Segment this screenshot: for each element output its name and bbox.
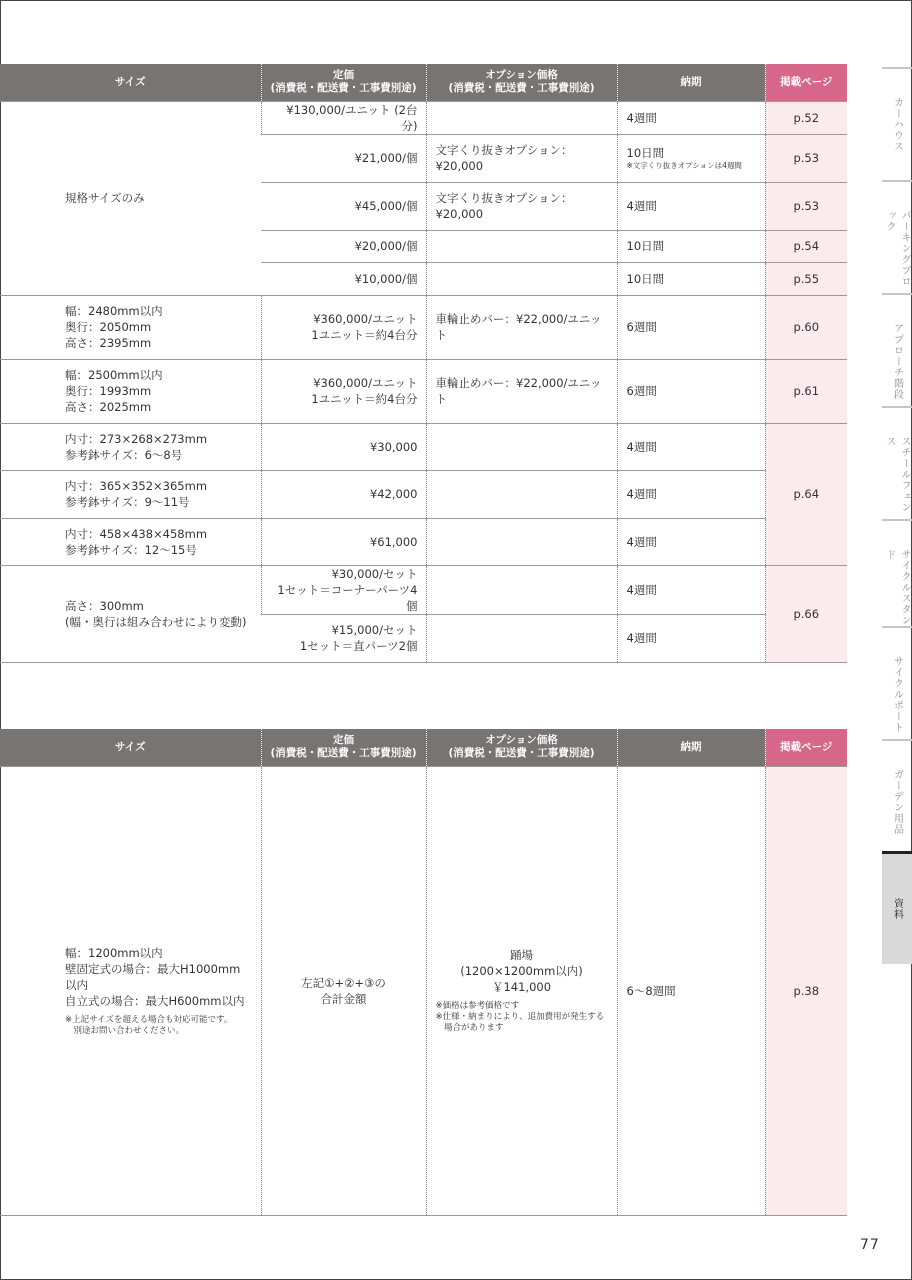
table-row — [0, 423, 847, 470]
tab-reference-active[interactable]: 資料 — [882, 851, 912, 964]
page-ref: p.38 — [765, 766, 847, 1215]
price-cell: ¥15,000/セット 1セット＝直パーツ2個 — [261, 614, 426, 662]
delivery-note: ※文字くり抜きオプションは4週間 — [626, 161, 742, 170]
price-cell: ¥10,000/個 — [261, 262, 426, 295]
option-cell — [426, 470, 617, 518]
header-size: サイズ — [0, 729, 261, 766]
header-size: サイズ — [0, 64, 261, 101]
table-row — [0, 565, 847, 614]
price-cell: ¥45,000/個 — [261, 182, 426, 230]
option-cell: 文字くり抜きオプション：¥20,000 — [426, 182, 617, 230]
category-sidebar — [882, 0, 912, 1280]
price-cell: ¥21,000/個 — [261, 134, 426, 182]
header-page: 掲載ページ — [765, 64, 847, 101]
header-page: 掲載ページ — [765, 729, 847, 766]
option-cell: 踊場 (1200×1200mm以内) ￥141,000 ※価格は参考価格です ※仕様・納まりにより、追加費用が発生する 場合があります — [426, 766, 617, 1215]
tab-steel-fence[interactable]: スチールフェンス — [882, 406, 912, 517]
option-cell: 車輪止めバー：¥22,000/ユニット — [426, 295, 617, 359]
price-cell: ¥20,000/個 — [261, 230, 426, 262]
size-cell: 内寸：458×438×458mm 参考鉢サイズ：12〜15号 — [0, 518, 261, 565]
price-cell: ¥61,000 — [261, 518, 426, 565]
tab-garden-goods[interactable]: ガーデン用品 — [882, 739, 912, 850]
delivery-cell: 10日間 — [617, 230, 765, 262]
tab-approach-stairs[interactable]: アプローチ階段 — [882, 293, 912, 404]
page-number: 77 — [860, 1237, 880, 1253]
price-table-2 — [0, 729, 847, 1216]
delivery-cell: 4週間 — [617, 614, 765, 662]
page-ref: p.55 — [765, 262, 847, 295]
size-cell: 内寸：273×268×273mm 参考鉢サイズ：6〜8号 — [0, 423, 261, 470]
delivery-cell: 4週間 — [617, 470, 765, 518]
delivery-cell: 4週間 — [617, 182, 765, 230]
tab-carhouse[interactable]: カーハウス — [882, 67, 912, 178]
table-row — [0, 295, 847, 359]
price-table-1 — [0, 64, 847, 663]
page-ref: p.66 — [765, 565, 847, 662]
tab-cycle-port[interactable]: サイクルポート — [882, 626, 912, 737]
tab-cycle-stand[interactable]: サイクルスタンド — [882, 519, 912, 630]
option-cell: 車輪止めバー：¥22,000/ユニット — [426, 359, 617, 423]
table-header — [0, 64, 847, 101]
header-price: 定価 (消費税・配送費・工事費別途) — [261, 64, 426, 101]
header-delivery: 納期 — [617, 729, 765, 766]
price-cell: ¥30,000/セット 1セット＝コーナーパーツ4個 — [261, 565, 426, 614]
price-cell: ¥30,000 — [261, 423, 426, 470]
page-ref: p.54 — [765, 230, 847, 262]
delivery-cell: 10日間 — [617, 262, 765, 295]
table-row — [0, 359, 847, 423]
option-cell — [426, 614, 617, 662]
table-row — [0, 518, 847, 565]
size-note: ※上記サイズを超える場合も対応可能です。 別途お問い合わせください。 — [65, 1014, 233, 1036]
size-cell: 規格サイズのみ — [0, 101, 261, 295]
delivery-cell: 4週間 — [617, 518, 765, 565]
page-ref: p.64 — [765, 423, 847, 565]
page-ref: p.52 — [765, 101, 847, 134]
page-ref: p.60 — [765, 295, 847, 359]
tab-parking-block[interactable]: パーキングブロック — [882, 180, 912, 291]
option-note: ※価格は参考価格です ※仕様・納まりにより、追加費用が発生する 場合があります — [435, 1001, 605, 1033]
price-cell: 左記①+②+③の 合計金額 — [261, 766, 426, 1215]
table-row — [0, 766, 847, 1215]
size-cell: 幅：2500mm以内 奥行：1993mm 高さ：2025mm — [0, 359, 261, 423]
delivery-cell: 10日間 ※文字くり抜きオプションは4週間 — [617, 134, 765, 182]
delivery-cell: 6週間 — [617, 359, 765, 423]
price-cell: ¥360,000/ユニット 1ユニット＝約4台分 — [261, 295, 426, 359]
header-delivery: 納期 — [617, 64, 765, 101]
header-option: オプション価格 (消費税・配送費・工事費別途) — [426, 729, 617, 766]
delivery-cell: 4週間 — [617, 423, 765, 470]
size-cell: 幅：2480mm以内 奥行：2050mm 高さ：2395mm — [0, 295, 261, 359]
header-option: オプション価格 (消費税・配送費・工事費別途) — [426, 64, 617, 101]
delivery-cell: 4週間 — [617, 565, 765, 614]
table-header — [0, 729, 847, 766]
option-cell — [426, 101, 617, 134]
price-cell: ¥42,000 — [261, 470, 426, 518]
price-cell: ¥360,000/ユニット 1ユニット＝約4台分 — [261, 359, 426, 423]
size-cell: 内寸：365×352×365mm 参考鉢サイズ：9〜11号 — [0, 470, 261, 518]
price-cell: ¥130,000/ユニット (2台分) — [261, 101, 426, 134]
delivery-cell: 6週間 — [617, 295, 765, 359]
table-row — [0, 470, 847, 518]
size-cell: 高さ：300mm (幅・奥行は組み合わせにより変動) — [0, 565, 261, 662]
option-cell — [426, 565, 617, 614]
page-ref: p.61 — [765, 359, 847, 423]
option-cell — [426, 230, 617, 262]
delivery-cell: 4週間 — [617, 101, 765, 134]
option-cell: 文字くり抜きオプション：¥20,000 — [426, 134, 617, 182]
option-cell — [426, 518, 617, 565]
page-ref: p.53 — [765, 182, 847, 230]
table-row — [0, 101, 847, 134]
page-ref: p.53 — [765, 134, 847, 182]
header-price: 定価 (消費税・配送費・工事費別途) — [261, 729, 426, 766]
delivery-cell: 6〜8週間 — [617, 766, 765, 1215]
option-cell — [426, 262, 617, 295]
option-cell — [426, 423, 617, 470]
size-cell: 幅：1200mm以内 壁固定式の場合：最大H1000mm以内 自立式の場合：最大H600mm以内 ※上記サイズを超える場合も対応可能です。 別途お問い合わせください。 — [0, 766, 261, 1215]
